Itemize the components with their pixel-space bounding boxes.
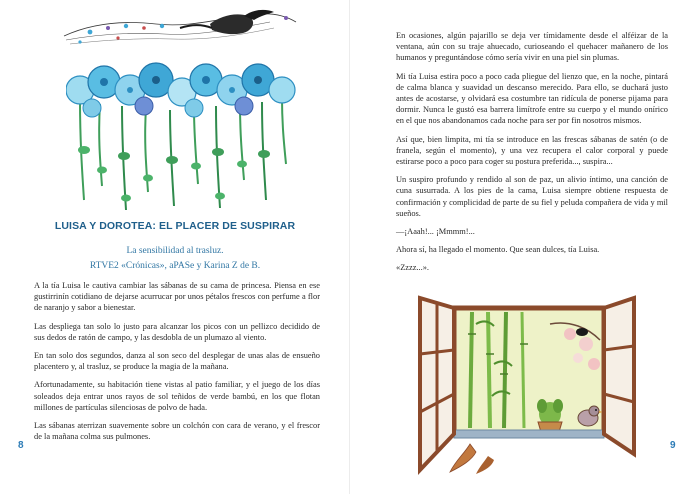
dedication (40, 244, 310, 274)
paragraph: Ahora sí, ha llegado el momento. Que sean dulces, tía Luisa. (396, 245, 600, 255)
open-window-with-bamboo-and-bird-illustration (410, 294, 638, 478)
paragraph: En ocasiones, algún pajarillo se deja ver tímidamente desde el alféizar de la ventana, aún con su traje ahuecado, curioseando el quehacer mañanero de los humanos y preguntándose cómo sería vivir en una piel sin plumas. (396, 31, 668, 63)
paragraph: Así que, bien limpita, mi tía se introduce en las frescas sábanas de satén (o de franela, según el momento), y una vez recupera el calor corporal y puede estirarse poco a poco para coger su postura preferida..., suspira... (396, 134, 668, 167)
dedication-line: La sensibilidad al trasluz. (126, 246, 224, 256)
paragraph: Afortunadamente, su habitación tiene vistas al patio familiar, y el juego de los días soleados deja entrar unos rayos de sol teñidos de verde bambú, en los que flotan millones de partículas silenciosas de polvo de hada. (34, 380, 320, 412)
paragraph: En tan solo dos segundos, danza al son seco del desplegar de unas alas de ensueño placentero y, al trasluz, se produce la magia de la mañana. (34, 351, 320, 372)
blue-flowers-and-ivy-illustration (66, 60, 296, 212)
story-title: LUISA Y DOROTEA: EL PLACER DE SUSPIRAR (54, 220, 296, 232)
closing-line: «Zzzz...». (396, 263, 430, 273)
paragraph: Las sábanas aterrizan suavemente sobre un colchón con cara de verano, y el frescor de la mañana colma sus pulmones. (34, 421, 320, 442)
paragraph: Las despliega tan solo lo justo para alcanzar los picos con un pellizco decidido de sus dedos de ratón de campo, y las desdobla de un plumazo al viento. (34, 321, 320, 342)
left-body-text (34, 280, 320, 449)
paragraph: Mi tía Luisa estira poco a poco cada pliegue del lienzo que, en la noche, pintará de calma blanca y suavidad un descanso merecido. Para ello, se duchará justo antes de acostarse, y olvidará esa costumbre tan ridícula de ponerse pijama para dormir. Nunca le gustó esa barrera limítrofe entre su cuerpo y el mundo onírico en el que nos abandonamos cada noche para ser por fin nosotros mismos. (396, 71, 668, 126)
flying-figure-illustration (60, 6, 300, 54)
paragraph: A la tía Luisa le cautiva cambiar las sábanas de su cama de princesa. Piensa en ese gustirrinín cotidiano de dejarse acurrucar por unos pétalos frescos con perfume a flor de naranjo y sabor a bienestar. (34, 281, 320, 313)
dialogue-line: —¡Aaah!... ¡Mmmm!... (396, 227, 475, 237)
page-number: 9 (670, 440, 676, 451)
right-body-text (396, 30, 668, 281)
page-number: 8 (18, 440, 24, 451)
paragraph: Un suspiro profundo y rendido al son de paz, un alivio íntimo, una canción de cuna susurrada. A los pies de la cama, Luisa siempre obtiene respuesta de confirmación y complicidad de parte de su fiel y peluda compañera de vida y mil sueños. (396, 175, 668, 218)
dedication-line: RTVE2 «Crónicas», aPASe y Karina Z de B. (89, 261, 261, 271)
